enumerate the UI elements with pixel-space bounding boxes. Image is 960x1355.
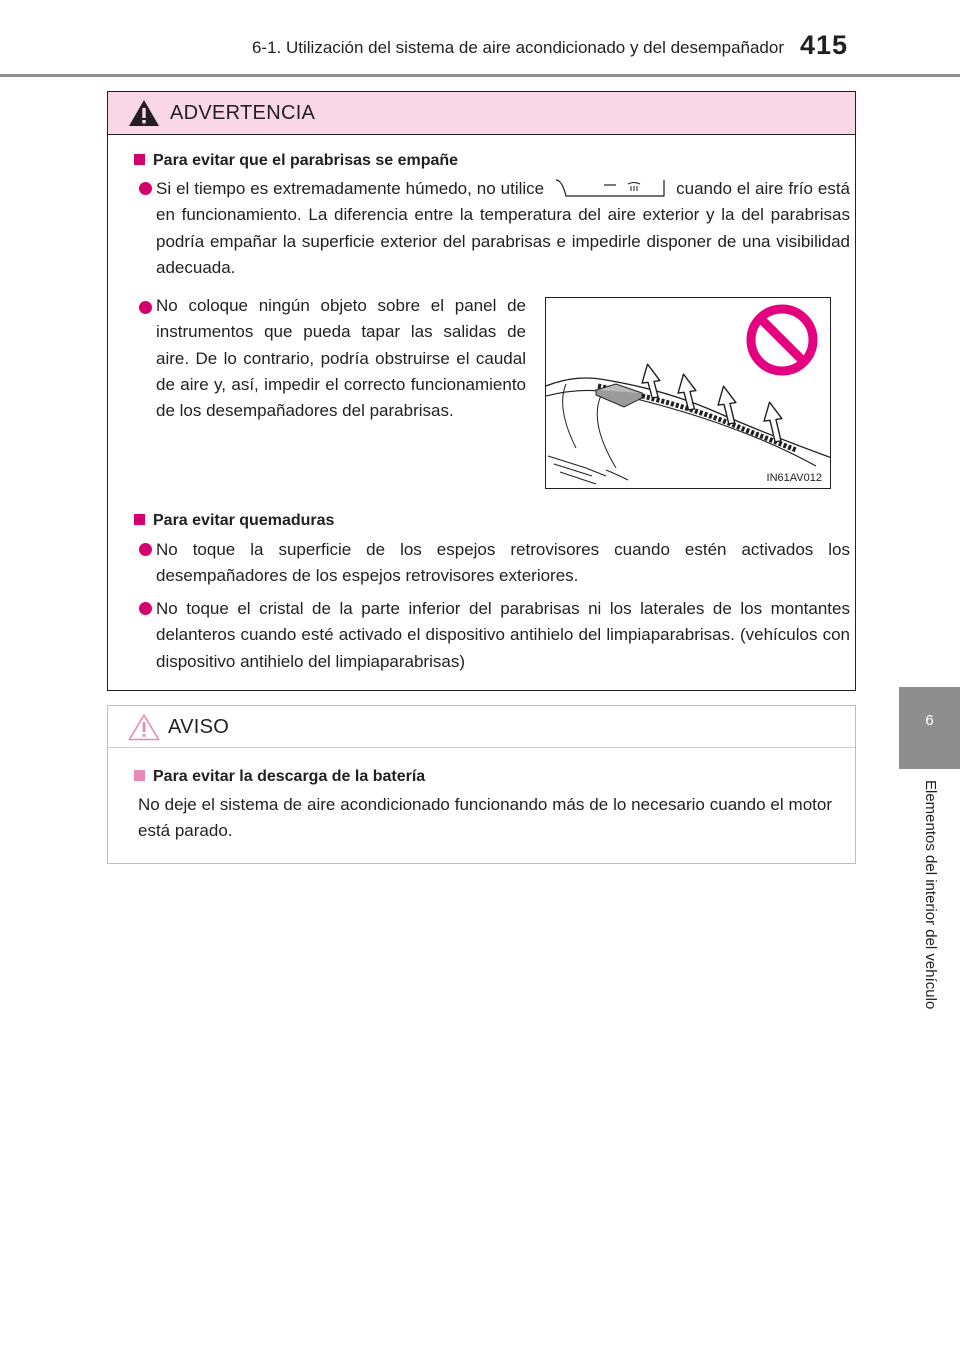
notice-label: AVISO bbox=[168, 716, 230, 738]
warning-triangle-icon bbox=[128, 99, 160, 127]
bullet-icon bbox=[139, 602, 152, 615]
paragraph-humidity: Si el tiempo es extremadamente húmedo, no utilice cuando el aire frío está en funcionamiento. La diferencia entre la temperatura del aire exterior y la del parabrisas podría empañar la superficie exterior del parabrisas e impedirle disponer de una visibilidad adecuada. bbox=[156, 179, 850, 277]
section-square-icon bbox=[134, 770, 145, 781]
paragraph-dashboard: No coloque ningún objeto sobre el panel de instrumentos que pueda tapar las salidas de aire. De lo contrario, podría obstruirse el caudal de aire y, así, impedir el correcto funcionamiento de los desempañadores del parabrisas. bbox=[156, 296, 526, 421]
section-square-icon bbox=[134, 514, 145, 525]
defroster-button-icon bbox=[554, 177, 666, 197]
paragraph-windshield: No toque el cristal de la parte inferior del parabrisas ni los laterales de los montantes delanteros cuando esté activado el dispositivo antihielo del limpiaparabrisas. (vehículos con dispositivo antihielo del limpiaparabrisas) bbox=[156, 599, 850, 671]
section-heading-battery: Para evitar la descarga de la batería bbox=[134, 766, 425, 788]
bullet-icon bbox=[139, 182, 152, 195]
figure-code: IN61AV012 bbox=[766, 472, 822, 484]
prohibition-icon bbox=[751, 309, 813, 371]
bullet-icon bbox=[139, 301, 152, 314]
dashboard-drawing bbox=[546, 298, 831, 489]
paragraph-mirrors: No toque la superficie de los espejos retrovisores cuando estén activados los desempañadores de los espejos retrovisores exteriores. bbox=[156, 540, 850, 586]
section-heading-fog: Para evitar que el parabrisas se empañe bbox=[134, 150, 458, 172]
chapter-title: Elementos del interior del vehículo bbox=[922, 780, 939, 1010]
chapter-number: 6 bbox=[925, 712, 934, 729]
page-number: 415 bbox=[800, 30, 849, 60]
section-square-icon bbox=[134, 154, 145, 165]
header-rule bbox=[0, 74, 960, 77]
header-title: 6-1. Utilización del sistema de aire acondicionado y del desempañador bbox=[251, 38, 784, 57]
notice-header bbox=[108, 706, 855, 748]
paragraph-battery: No deje el sistema de aire acondicionado funcionando más de lo necesario cuando el motor está parado. bbox=[138, 795, 832, 841]
notice-box bbox=[107, 705, 856, 864]
warning-label: ADVERTENCIA bbox=[170, 102, 316, 124]
defroster-vents-illustration bbox=[545, 297, 831, 489]
warning-header bbox=[108, 92, 855, 135]
bullet-icon bbox=[139, 543, 152, 556]
notice-triangle-icon bbox=[128, 713, 160, 741]
section-heading-burns: Para evitar quemaduras bbox=[134, 510, 334, 532]
